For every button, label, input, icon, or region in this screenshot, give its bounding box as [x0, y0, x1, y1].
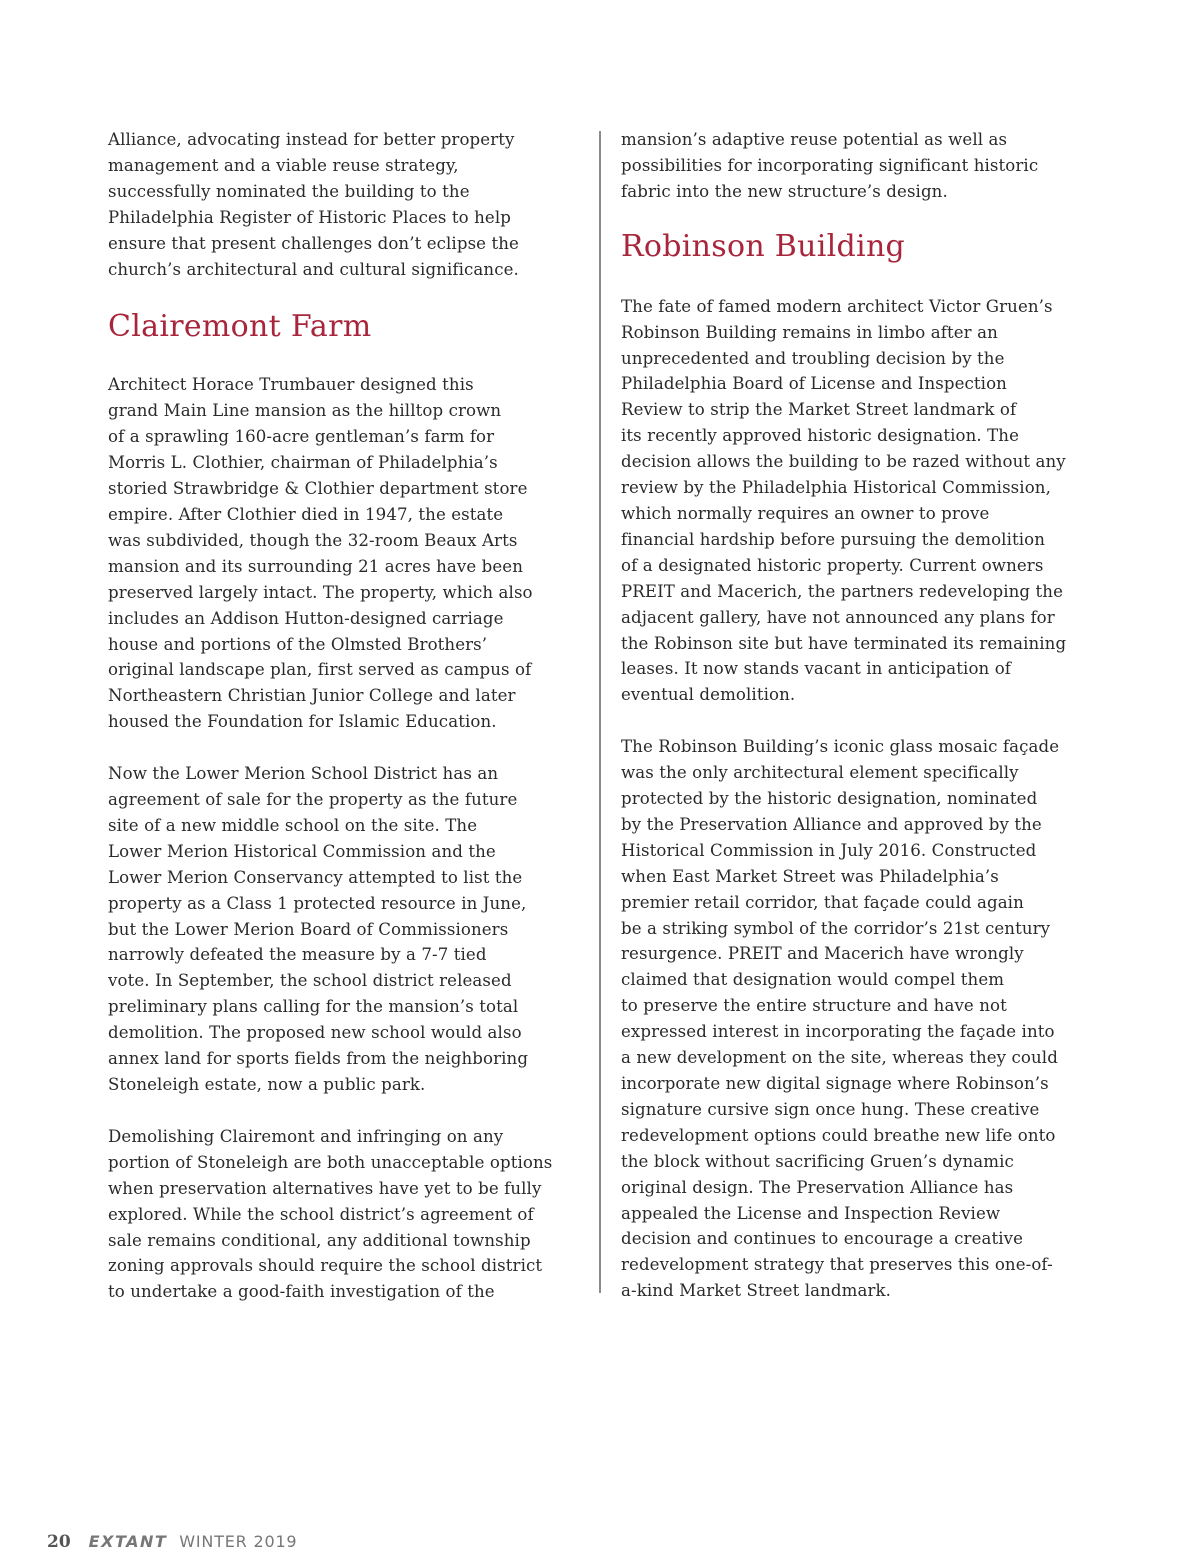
- left-intro-paragraph: Alliance, advocating instead for better property management and a viable reuse strategy, successfully nominated the building to the Philadelphia Register of Historic Places to help ensure that present challenges don’t eclipse the church’s architectural and cultural significance.: [108, 130, 519, 279]
- left-column: [108, 127, 586, 1305]
- clairemont-paragraph-2: Now the Lower Merion School District has an agreement of sale for the property as the future site of a new middle school on the site. The Lower Merion Historical Commission and the Lower Merion Conservancy attempted to list the property as a Class 1 protected resource in June, but the Lower Merion Board of Commissioners narrowly defeated the measure by a 7-7 tied vote. In September, the school district released preliminary plans calling for the mansion’s total demolition. The proposed new school would also annex land for sports fields from the neighboring Stoneleigh estate, now a public park.: [108, 764, 529, 1094]
- clairemont-paragraph-1: Architect Horace Trumbauer designed this grand Main Line mansion as the hilltop crown of a sprawling 160-acre gentleman’s farm for Morris L. Clothier, chairman of Philadelphia’s storied Strawbridge & Clothier department store empire. After Clothier died in 1947, the estate was subdivided, though the 32-room Beaux Arts mansion and its surrounding 21 acres have been preserved largely intact. The property, which also includes an Addison Hutton-designed carriage house and portions of the Olmsted Brothers’ original landscape plan, first served as campus of Northeastern Christian Junior College and later housed the Foundation for Islamic Education.: [108, 375, 533, 732]
- magazine-title: EXTANT: [88, 1532, 168, 1551]
- issue-label: WINTER 2019: [179, 1532, 298, 1551]
- clairemont-farm-heading: Clairemont Farm: [108, 309, 372, 345]
- right-column: [621, 127, 1099, 1304]
- page-footer: [47, 1532, 297, 1556]
- robinson-paragraph-2: The Robinson Building’s iconic glass mosaic façade was the only architectural element specifically protected by the historic designation, nominated by the Preservation Alliance and approved by the Historical Commission in July 2016. Constructed when East Market Street was Philadelphia’s premier retail corridor, that façade could again be a striking symbol of the corridor’s 21st century resurgence. PREIT and Macerich have wrongly claimed that designation would compel them to preserve the entire structure and have not expressed interest in incorporating the façade into a new development on the site, whereas they could incorporate new digital signage where Robinson’s signature cursive sign once hung. These creative redevelopment options could breathe new life onto the block without sacrificing Gruen’s dynamic original design. The Preservation Alliance has appealed the License and Inspection Review decision and continues to encourage a creative redevelopment strategy that preserves this one-of- a-kind Market Street landmark.: [621, 737, 1060, 1301]
- right-intro-paragraph: mansion’s adaptive reuse potential as well as possibilities for incorporating significant historic fabric into the new structure’s design.: [621, 130, 1039, 201]
- column-divider: [599, 131, 601, 1293]
- page-number: 20: [47, 1532, 71, 1552]
- robinson-paragraph-1: The fate of famed modern architect Victor Gruen’s Robinson Building remains in limbo after an unprecedented and troubling decision by the Philadelphia Board of License and Inspection Review to strip the Market Street landmark of its recently approved historic designation. The decision allows the building to be razed without any review by the Philadelphia Historical Commission, which normally requires an owner to prove financial hardship before pursuing the demolition of a designated historic property. Current owners PREIT and Macerich, the partners redeveloping the adjacent gallery, have not announced any plans for the Robinson site but have terminated its remaining leases. It now stands vacant in anticipation of eventual demolition.: [621, 296, 1067, 705]
- robinson-building-heading: Robinson Building: [621, 228, 906, 264]
- clairemont-paragraph-3: Demolishing Clairemont and infringing on any portion of Stoneleigh are both unacceptable options when preservation alternatives have yet to be fully explored. While the school district’s agreement of sale remains conditional, any additional township zoning approvals should require the school district to undertake a good-faith investigation of the: [108, 1126, 553, 1302]
